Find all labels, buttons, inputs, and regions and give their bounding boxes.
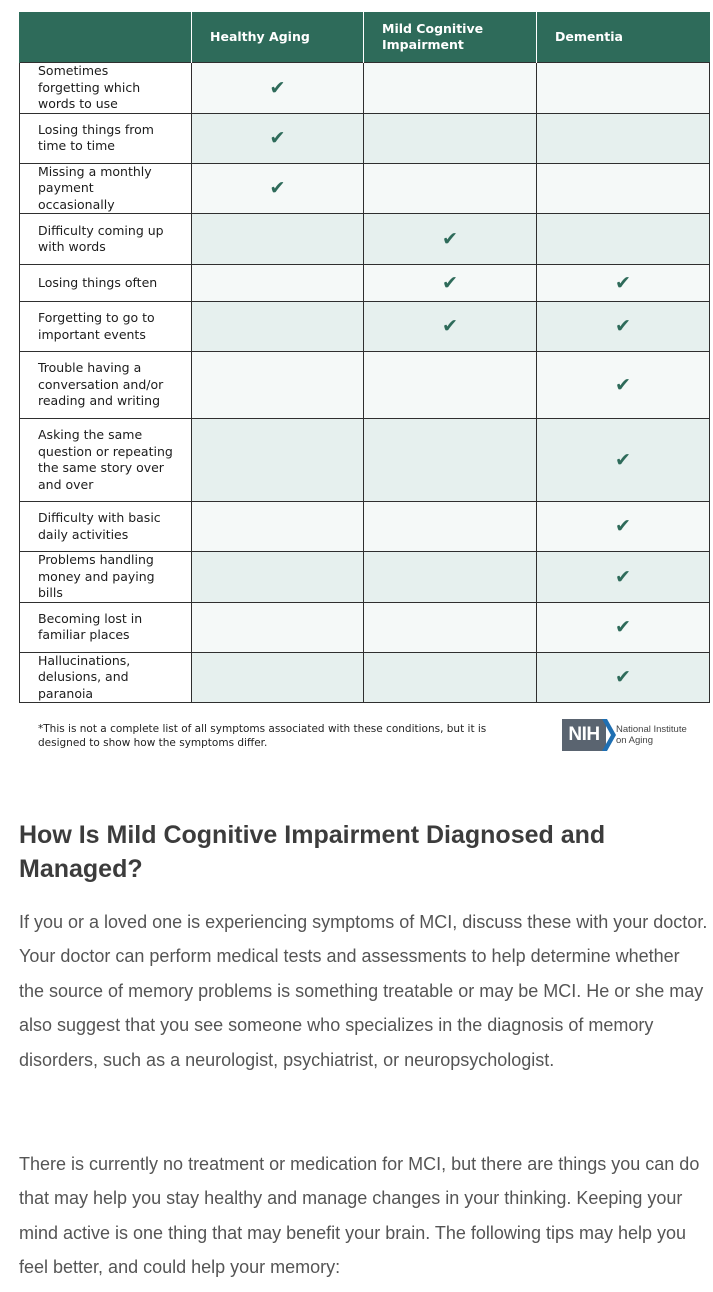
symptom-comparison-table-container [19, 12, 709, 703]
table-row [20, 302, 710, 352]
paragraph-management: There is currently no treatment or medication for MCI, but there are things you can do that may help you stay healthy and manage changes in your thinking. Keeping your mind active is one thing that may benefit your brain. The following tips may help you feel better, and could help your memory: [19, 1154, 700, 1278]
header-dementia: Dementia [537, 12, 710, 63]
nih-logo-text [616, 724, 687, 746]
mci-cell: ✔ [364, 302, 537, 352]
dementia-cell: ✔ [537, 352, 710, 419]
table-row [20, 652, 710, 703]
nih-logo-abbr: NIH [562, 719, 606, 751]
mci-cell [364, 652, 537, 703]
healthy-aging-cell: ✔ [192, 163, 364, 214]
paragraph-diagnosis: If you or a loved one is experiencing symptoms of MCI, discuss these with your doctor. Your doctor can perform medical tests and assessments to help determine whether the source of memory problems is something treatable or may be MCI. He or she may also suggest that you see someone who specializes in the diagnosis of memory disorders, such as a neurologist, psychiatrist, or neuropsychologist. [19, 912, 708, 1070]
mci-cell [364, 419, 537, 502]
dementia-cell: ✔ [537, 302, 710, 352]
section-heading: How Is Mild Cognitive Impairment Diagnosed and Managed? [19, 821, 606, 883]
table-footnote: *This is not a complete list of all symptoms associated with these conditions, but it is designed to show how the symptoms differ. [38, 723, 487, 749]
table-header-row [20, 12, 710, 63]
dementia-cell: ✔ [537, 419, 710, 502]
mci-cell [364, 552, 537, 603]
symptom-cell: Losing things often [20, 265, 192, 302]
table-body [20, 63, 710, 703]
symptom-cell: Missing a monthly payment occasionally [20, 163, 192, 214]
symptom-cell: Sometimes forgetting which words to use [20, 63, 192, 114]
mci-cell [364, 352, 537, 419]
nih-logo-line1: National Institute [616, 724, 687, 735]
dementia-cell [537, 214, 710, 265]
dementia-cell: ✔ [537, 502, 710, 552]
symptom-cell: Losing things from time to time [20, 113, 192, 163]
dementia-cell: ✔ [537, 652, 710, 703]
header-healthy-aging: Healthy Aging [192, 12, 364, 63]
dementia-cell [537, 113, 710, 163]
symptom-cell: Forgetting to go to important events [20, 302, 192, 352]
header-mci-label: Mild Cognitive Impairment [382, 21, 484, 52]
healthy-aging-cell [192, 352, 364, 419]
symptom-cell: Becoming lost in familiar places [20, 602, 192, 652]
healthy-aging-cell [192, 602, 364, 652]
table-row [20, 602, 710, 652]
nih-logo [562, 719, 702, 753]
symptom-cell: Difficulty with basic daily activities [20, 502, 192, 552]
dementia-cell: ✔ [537, 602, 710, 652]
mci-cell [364, 502, 537, 552]
table-row [20, 265, 710, 302]
table-row [20, 163, 710, 214]
symptom-comparison-table [19, 12, 710, 703]
header-symptom [20, 12, 192, 63]
header-mci [364, 12, 537, 63]
mci-cell: ✔ [364, 265, 537, 302]
table-row [20, 214, 710, 265]
table-row [20, 63, 710, 114]
healthy-aging-cell [192, 652, 364, 703]
healthy-aging-cell [192, 552, 364, 603]
mci-cell: ✔ [364, 214, 537, 265]
dementia-cell: ✔ [537, 552, 710, 603]
table-row [20, 502, 710, 552]
mci-cell [364, 602, 537, 652]
nih-chevron-icon [602, 719, 616, 751]
table-row [20, 552, 710, 603]
dementia-cell: ✔ [537, 265, 710, 302]
symptom-cell: Problems handling money and paying bills [20, 552, 192, 603]
healthy-aging-cell: ✔ [192, 113, 364, 163]
symptom-cell: Asking the same question or repeating the same story over and over [20, 419, 192, 502]
healthy-aging-cell [192, 419, 364, 502]
symptom-cell: Trouble having a conversation and/or reading and writing [20, 352, 192, 419]
healthy-aging-cell [192, 214, 364, 265]
healthy-aging-cell: ✔ [192, 63, 364, 114]
symptom-cell: Difficulty coming up with words [20, 214, 192, 265]
healthy-aging-cell [192, 302, 364, 352]
symptom-cell: Hallucinations, delusions, and paranoia [20, 652, 192, 703]
nih-logo-line2: on Aging [616, 735, 653, 746]
healthy-aging-cell [192, 502, 364, 552]
table-row [20, 352, 710, 419]
dementia-cell [537, 63, 710, 114]
healthy-aging-cell [192, 265, 364, 302]
table-row [20, 113, 710, 163]
mci-cell [364, 163, 537, 214]
dementia-cell [537, 163, 710, 214]
mci-cell [364, 113, 537, 163]
mci-cell [364, 63, 537, 114]
table-row [20, 419, 710, 502]
